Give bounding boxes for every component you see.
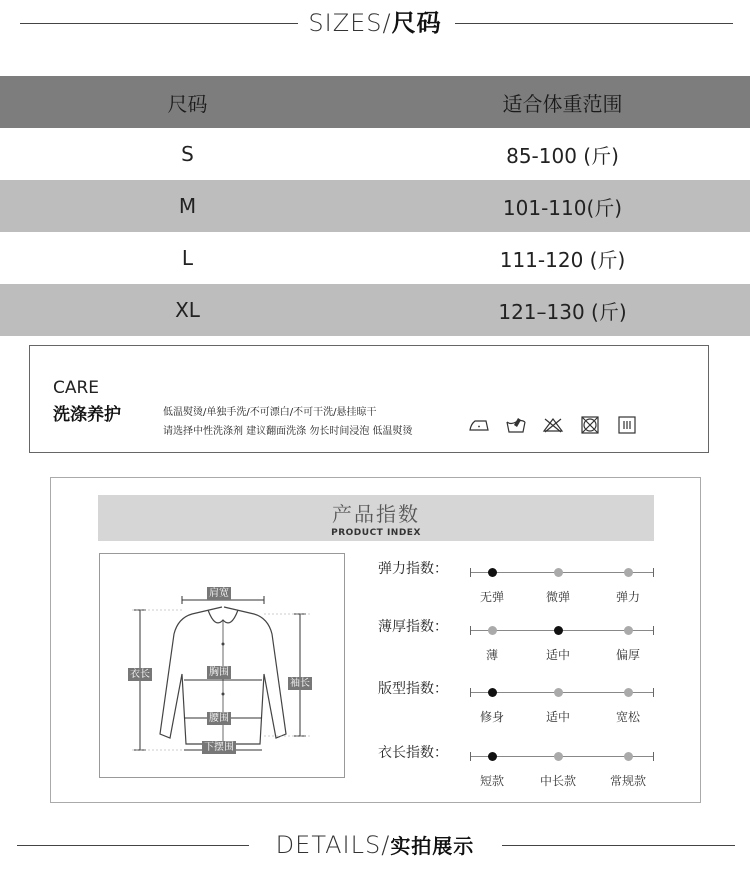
scale-tick: [470, 568, 471, 577]
index-option-label: 偏厚: [615, 648, 640, 662]
scale-tick: [653, 626, 654, 635]
sizes-header: [0, 3, 750, 43]
index-label: 版型指数：: [378, 681, 448, 697]
index-row: [378, 678, 658, 724]
length-label: 衣长: [130, 669, 150, 680]
size-table: [0, 76, 750, 336]
no-dry-clean-icon: [578, 414, 602, 436]
level-dot: [554, 752, 563, 761]
scale-tick: [470, 688, 471, 697]
index-row: [378, 616, 658, 662]
waist-label: 腰围: [209, 713, 229, 724]
index-option-label: 宽松: [615, 710, 640, 724]
size-cell: L: [181, 246, 194, 270]
table-row: [0, 180, 750, 232]
selected-level-dot: [488, 568, 497, 577]
table-row: [0, 232, 750, 284]
hem-label: 下摆围: [204, 742, 234, 753]
index-scale: [470, 750, 654, 788]
index-option-label: 弹力: [615, 590, 640, 604]
index-scale: [470, 686, 654, 724]
index-scale: [470, 624, 654, 662]
weight-cell: 121–130 (斤): [498, 299, 627, 324]
index-option-label: 适中: [545, 710, 570, 724]
level-dot: [554, 688, 563, 697]
selected-level-dot: [488, 688, 497, 697]
scale-tick: [470, 752, 471, 761]
scale-tick: [653, 752, 654, 761]
index-option-label: 无弹: [479, 590, 504, 604]
level-dot: [488, 626, 497, 635]
care-icons: [467, 414, 639, 436]
level-dot: [554, 568, 563, 577]
care-box: [29, 345, 709, 453]
shoulder-label: 肩宽: [209, 588, 229, 599]
level-dot: [624, 626, 633, 635]
index-label: 弹力指数：: [378, 561, 448, 577]
index-option-label: 薄: [485, 648, 498, 662]
level-dot: [624, 568, 633, 577]
iron-low-icon: [467, 414, 491, 436]
product-index-title: 产品指数 PRODUCT INDEX: [98, 495, 654, 541]
details-header: [0, 825, 750, 865]
size-cell: XL: [175, 298, 200, 322]
index-row: [378, 558, 658, 604]
care-title-cn: 洗涤养护: [53, 405, 121, 425]
weight-cell: 111-120 (斤): [499, 247, 626, 272]
index-option-label: 常规款: [609, 774, 646, 788]
weight-cell: 101-110(斤): [502, 195, 623, 220]
care-instructions: 低温熨烫/单独手洗/不可漂白/不可干洗/悬挂晾干: [163, 407, 377, 418]
table-row: [0, 128, 750, 180]
index-row: [378, 742, 658, 788]
index-option-label: 短款: [479, 774, 504, 788]
hang-dry-icon: [615, 414, 639, 436]
index-option-label: 适中: [545, 648, 570, 662]
index-scale: [470, 566, 654, 604]
scale-tick: [653, 688, 654, 697]
scale-tick: [470, 626, 471, 635]
table-header-row: [0, 76, 750, 128]
index-label: 薄厚指数：: [378, 619, 448, 635]
level-dot: [624, 688, 633, 697]
index-option-label: 中长款: [539, 774, 576, 788]
table-row: [0, 284, 750, 336]
index-option-label: 修身: [479, 710, 504, 724]
care-title-en: CARE: [53, 378, 100, 398]
scale-tick: [653, 568, 654, 577]
selected-level-dot: [488, 752, 497, 761]
hand-wash-icon: [504, 414, 528, 436]
divider-line: [502, 845, 735, 846]
level-dot: [624, 752, 633, 761]
shirt-diagram: [99, 553, 345, 778]
weight-cell: 85-100 (斤): [506, 143, 619, 168]
column-header-size: 尺码: [167, 91, 208, 116]
size-cell: M: [178, 194, 197, 218]
divider-line: [455, 23, 733, 24]
sizes-title: SIZES/尺码: [308, 9, 442, 37]
chest-label: 胸围: [209, 667, 229, 678]
size-cell: S: [181, 142, 194, 166]
care-tips: 请选择中性洗涤剂 建议翻面洗涤 勿长时间浸泡 低温熨烫: [163, 426, 413, 437]
index-option-label: 微弹: [545, 590, 570, 604]
sleeve-label: 袖长: [290, 678, 310, 689]
details-title: DETAILS/实拍展示: [275, 831, 475, 859]
column-header-weight: 适合体重范围: [502, 91, 623, 116]
no-bleach-icon: [541, 414, 565, 436]
selected-level-dot: [554, 626, 563, 635]
index-label: 衣长指数：: [378, 745, 448, 761]
product-index-panel: [50, 477, 701, 803]
